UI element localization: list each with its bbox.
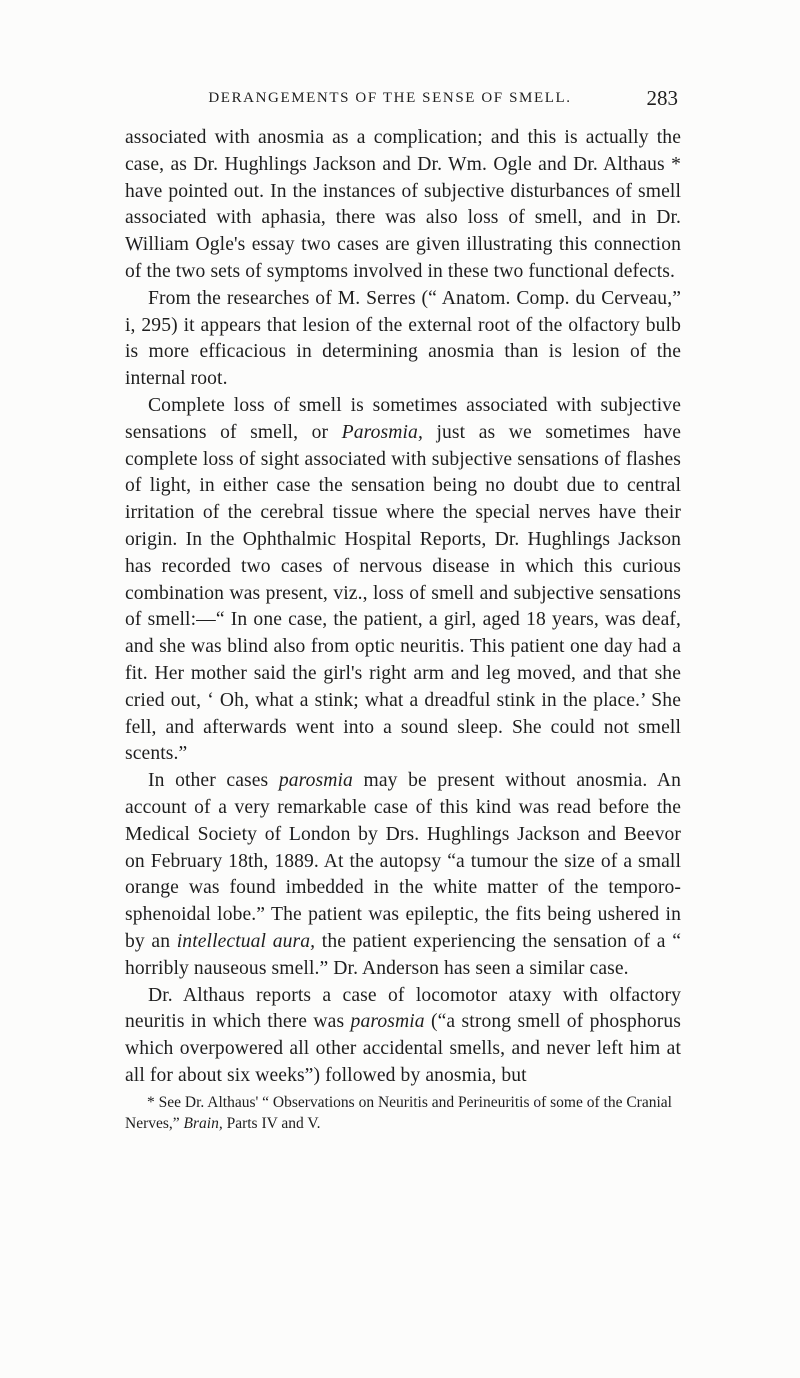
footnote (125, 1093, 681, 1134)
text-run: Complete loss of smell is sometimes associated with subjective sensations of smell, or (125, 394, 681, 443)
italic-text: parosmia (278, 770, 353, 792)
text-run: * See Dr. Althaus' “ Observations on Neuritis and Perineuritis of some of the Cranial Nerves,” (125, 1094, 672, 1132)
page-header (0, 86, 800, 120)
italic-text: intellectual aura, (176, 930, 316, 952)
paragraph (125, 125, 681, 286)
running-head: DERANGEMENTS OF THE SENSE OF SMELL. (208, 90, 572, 106)
italic-text: Parosmia, (341, 421, 423, 443)
text-run: From the researches of M. Serres (“ Anatom. Comp. du Cerveau,” i, 295) it appears that lesion of the external root of the olfactory bulb is more efficacious in determining anosmia than is lesion of the internal root. (125, 287, 681, 390)
text-run: Parts IV and V. (222, 1114, 321, 1132)
paragraph (125, 768, 681, 982)
text-run: Dr. Althaus reports a case of locomotor ataxy with olfactory neuritis in which there was (125, 984, 681, 1033)
text-run: may be present without anosmia. An account of a very remarkable case of this kind was read before the Medical Society of London by Drs. Hughlings Jackson and Beevor on February 18th, 1889. At the autopsy “a tumour the size of a small orange was found imbedded in the white matter of the temporo-sphenoidal lobe.” The patient was epileptic, the fits being ushered in by an (125, 770, 681, 952)
page-number: 283 (646, 86, 678, 110)
paragraph (125, 983, 681, 1090)
italic-text: parosmia (350, 1011, 425, 1033)
italic-text: Brain, (183, 1114, 223, 1132)
text-run: the patient experiencing the sensation of a “ horribly nauseous smell.” Dr. Anderson has seen a similar case. (125, 930, 681, 979)
paragraph (125, 286, 681, 393)
paragraph (125, 393, 681, 768)
text-run: (“a strong smell of phosphorus which overpowered all other accidental smells, and never left him at all for about six weeks”) followed by anosmia, but (125, 1011, 681, 1086)
text-run: In other cases (148, 770, 279, 792)
text-run: just as we sometimes have complete loss of sight associated with subjective sensations of flashes of light, in either case the sensation being no doubt due to central irritation of the cerebral tissue where the special nerves have their origin. In the Ophthalmic Hospital Reports, Dr. Hughlings Jackson has recorded two cases of nervous disease in which this curious combination was present, viz., loss of smell and subjective sensations of smell:—“ In one case, the patient, a girl, aged 18 years, was deaf, and she was blind also from optic neuritis. This patient one day had a fit. Her mother said the girl's right arm and leg moved, and that she cried out, ‘ Oh, what a stink; what a dreadful stink in the place.’ She fell, and afterwards went into a sound sleep. She could not smell scents.” (125, 421, 681, 765)
body-text (125, 125, 681, 1090)
text-run: associated with anosmia as a complication; and this is actually the case, as Dr. Hughlings Jackson and Dr. Wm. Ogle and Dr. Althaus * have pointed out. In the instances of subjective disturbances of smell associated with aphasia, there was also loss of smell, and in Dr. William Ogle's essay two cases are given illustrating this connection of the two sets of symptoms involved in these two functional defects. (125, 127, 681, 282)
